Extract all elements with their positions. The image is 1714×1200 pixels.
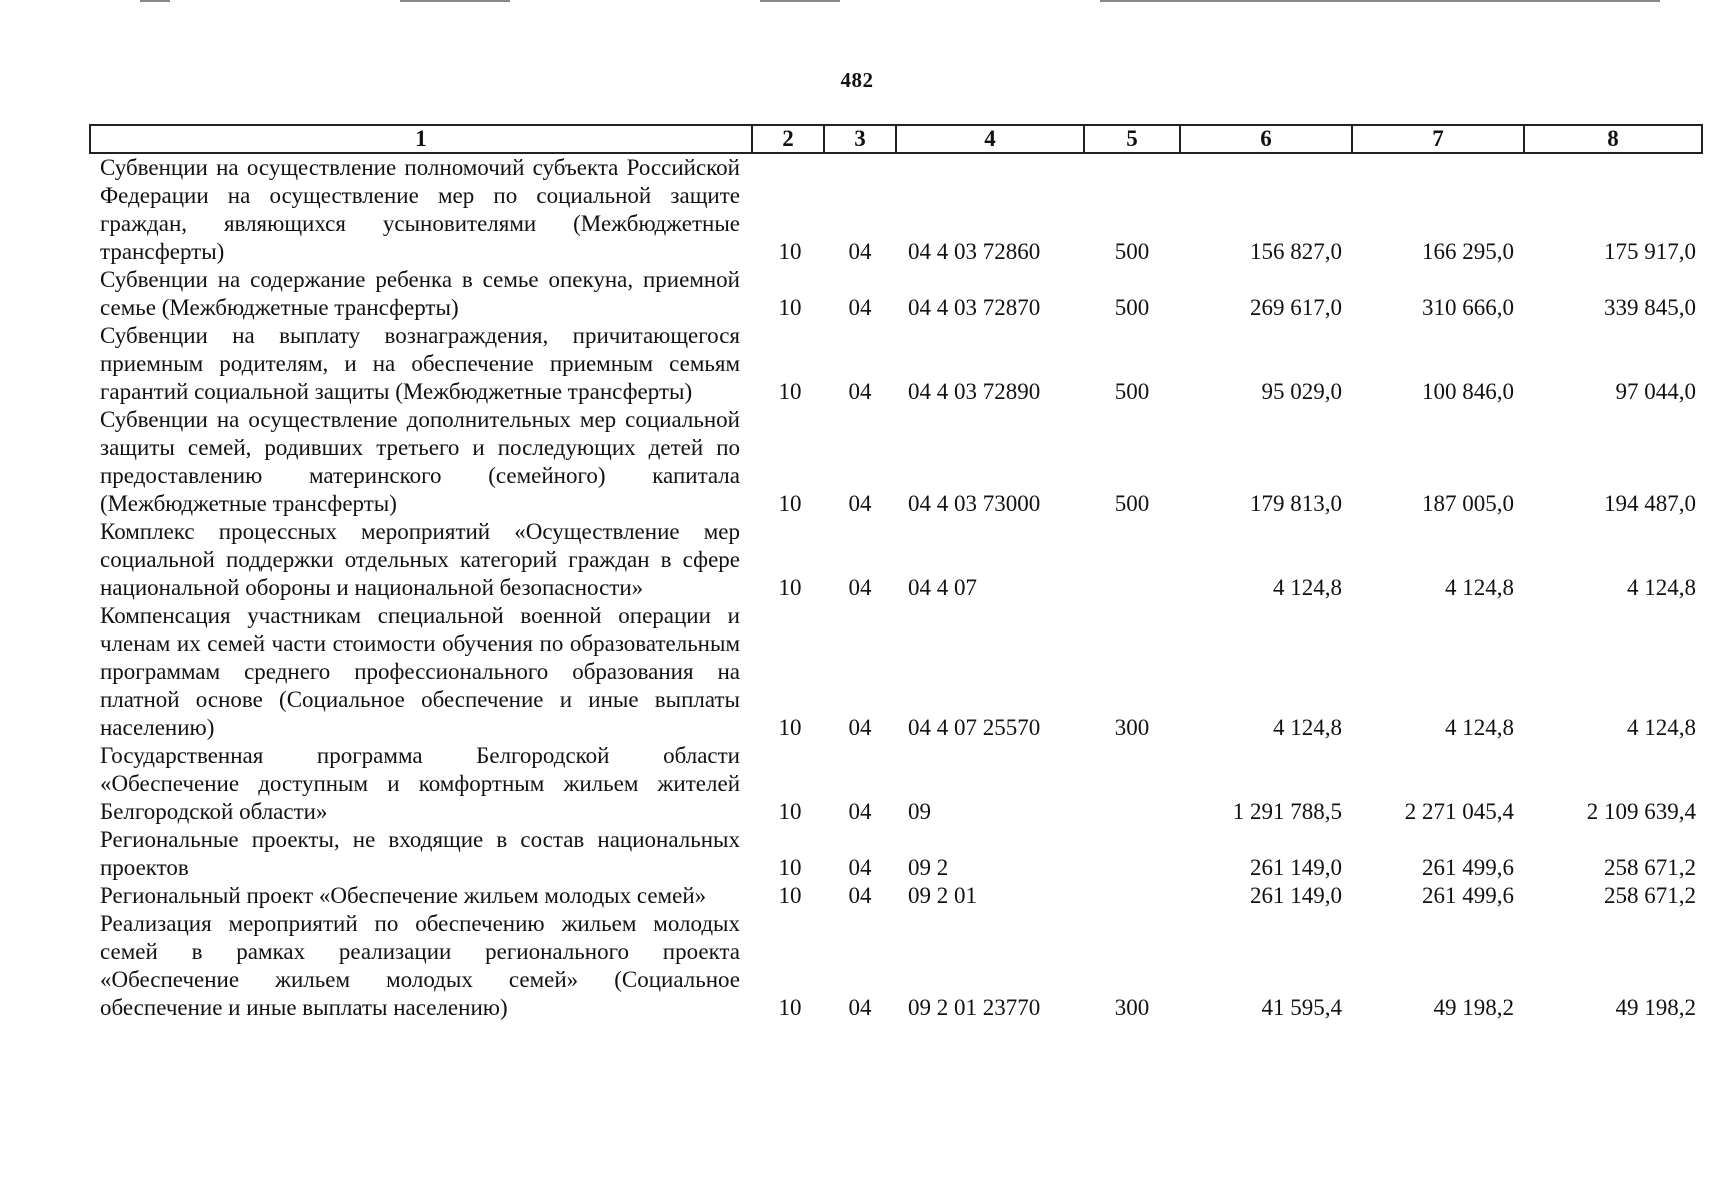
row-subsection: 04 — [848, 715, 872, 740]
header-col-1: 1 — [90, 125, 752, 153]
table-row — [90, 910, 1702, 1022]
row-amount-col7: 100 846,0 — [1422, 379, 1514, 404]
row-amount-col7: 4 124,8 — [1445, 575, 1514, 600]
row-target-code: 04 4 03 72860 — [908, 239, 1041, 264]
row-name: Комплекс процессных мероприятий «Осуществление мер социальной поддержки отдельных категорий граждан в сфере национальной обороны и национальной безопасности» — [100, 519, 740, 600]
row-name: Реализация мероприятий по обеспечению жильем молодых семей в рамках реализации регионального проекта «Обеспечение жильем молодых семей» (Социальное обеспечение и иные выплаты населению) — [100, 911, 740, 1020]
row-section: 10 — [778, 715, 802, 740]
row-amount-col8: 258 671,2 — [1604, 883, 1696, 908]
row-subsection: 04 — [848, 799, 872, 824]
row-subsection: 04 — [848, 883, 872, 908]
row-name: Субвенции на осуществление полномочий субъекта Российской Федерации на осуществление мер по социальной защите граждан, являющихся усыновителями (Межбюджетные трансферты) — [100, 155, 740, 264]
row-amount-col7: 49 198,2 — [1433, 995, 1514, 1020]
row-section: 10 — [778, 855, 802, 880]
row-amount-col6: 95 029,0 — [1261, 379, 1342, 404]
page-number: 482 — [840, 68, 874, 92]
row-subsection: 04 — [848, 239, 872, 264]
row-amount-col6: 156 827,0 — [1250, 239, 1342, 264]
row-amount-col7: 261 499,6 — [1422, 883, 1514, 908]
row-name: Региональные проекты, не входящие в состав национальных проектов — [100, 827, 740, 880]
row-section: 10 — [778, 995, 802, 1020]
table-row — [90, 518, 1702, 602]
row-amount-col6: 261 149,0 — [1250, 855, 1342, 880]
row-amount-col8: 194 487,0 — [1604, 491, 1696, 516]
row-target-code: 04 4 03 72870 — [908, 295, 1041, 320]
header-col-4: 4 — [896, 125, 1084, 153]
header-col-2: 2 — [752, 125, 824, 153]
header-col-8: 8 — [1524, 125, 1702, 153]
row-name: Компенсация участникам специальной военной операции и членам их семей части стоимости обучения по образовательным программам среднего профессионального образования на платной основе (Социальное обеспечение и иные выплаты населению) — [100, 603, 740, 740]
row-name: Субвенции на содержание ребенка в семье опекуна, приемной семье (Межбюджетные трансферты) — [100, 267, 740, 320]
row-amount-col7: 166 295,0 — [1422, 239, 1514, 264]
table-row — [90, 322, 1702, 406]
table-row — [90, 266, 1702, 322]
row-section: 10 — [778, 799, 802, 824]
row-amount-col8: 49 198,2 — [1615, 995, 1696, 1020]
row-subsection: 04 — [848, 855, 872, 880]
row-section: 10 — [778, 239, 802, 264]
header-col-5: 5 — [1084, 125, 1180, 153]
row-expense-type — [1084, 826, 1180, 882]
table-row — [90, 826, 1702, 882]
row-target-code: 09 2 — [908, 855, 949, 880]
row-amount-col6: 269 617,0 — [1250, 295, 1342, 320]
row-amount-col8: 339 845,0 — [1604, 295, 1696, 320]
row-expense-type — [1084, 518, 1180, 602]
row-target-code: 04 4 07 — [908, 575, 977, 600]
row-amount-col8: 175 917,0 — [1604, 239, 1696, 264]
table-row — [90, 742, 1702, 826]
row-amount-col8: 4 124,8 — [1627, 715, 1696, 740]
row-amount-col7: 2 271 045,4 — [1404, 799, 1514, 824]
row-name: Субвенции на осуществление дополнительных мер социальной защиты семей, родивших третьего и последующих детей по предоставлению материнского (семейного) капитала (Межбюджетные трансферты) — [100, 407, 740, 516]
row-subsection: 04 — [848, 575, 872, 600]
row-expense-type: 300 — [1114, 715, 1150, 740]
row-target-code: 09 2 01 — [908, 883, 977, 908]
row-amount-col7: 187 005,0 — [1422, 491, 1514, 516]
row-section: 10 — [778, 883, 802, 908]
row-subsection: 04 — [848, 379, 872, 404]
row-expense-type — [1084, 882, 1180, 910]
row-amount-col6: 4 124,8 — [1273, 575, 1342, 600]
row-expense-type: 500 — [1114, 295, 1150, 320]
row-name: Региональный проект «Обеспечение жильем молодых семей» — [100, 883, 707, 908]
row-subsection: 04 — [848, 491, 872, 516]
row-amount-col6: 4 124,8 — [1273, 715, 1342, 740]
row-amount-col8: 2 109 639,4 — [1586, 799, 1696, 824]
row-target-code: 09 2 01 23770 — [908, 995, 1041, 1020]
row-section: 10 — [778, 295, 802, 320]
table-header-row — [90, 125, 1702, 153]
row-amount-col7: 310 666,0 — [1422, 295, 1514, 320]
row-subsection: 04 — [848, 295, 872, 320]
row-section: 10 — [778, 575, 802, 600]
row-section: 10 — [778, 491, 802, 516]
row-name: Государственная программа Белгородской области «Обеспечение доступным и комфортным жильем жителей Белгородской области» — [100, 743, 740, 824]
header-col-7: 7 — [1352, 125, 1524, 153]
row-amount-col8: 4 124,8 — [1627, 575, 1696, 600]
row-amount-col8: 97 044,0 — [1615, 379, 1696, 404]
row-amount-col6: 1 291 788,5 — [1232, 799, 1342, 824]
row-subsection: 04 — [848, 995, 872, 1020]
row-expense-type: 500 — [1114, 491, 1150, 516]
table-row — [90, 882, 1702, 910]
scan-top-edge — [0, 0, 1714, 4]
row-name: Субвенции на выплату вознаграждения, причитающегося приемным родителям, и на обеспечение приемным семьям гарантий социальной защиты (Межбюджетные трансферты) — [100, 323, 740, 404]
row-amount-col7: 4 124,8 — [1445, 715, 1514, 740]
row-expense-type: 300 — [1114, 995, 1150, 1020]
row-target-code: 09 — [908, 799, 931, 824]
row-target-code: 04 4 03 73000 — [908, 491, 1041, 516]
row-expense-type: 500 — [1114, 379, 1150, 404]
header-col-3: 3 — [824, 125, 896, 153]
row-section: 10 — [778, 379, 802, 404]
table-row — [90, 153, 1702, 266]
row-amount-col7: 261 499,6 — [1422, 855, 1514, 880]
row-amount-col6: 261 149,0 — [1250, 883, 1342, 908]
table-row — [90, 406, 1702, 518]
row-amount-col8: 258 671,2 — [1604, 855, 1696, 880]
budget-table — [89, 124, 1703, 1022]
row-expense-type: 500 — [1114, 239, 1150, 264]
row-amount-col6: 179 813,0 — [1250, 491, 1342, 516]
row-target-code: 04 4 03 72890 — [908, 379, 1041, 404]
header-col-6: 6 — [1180, 125, 1352, 153]
row-target-code: 04 4 07 25570 — [908, 715, 1041, 740]
row-expense-type — [1084, 742, 1180, 826]
table-row — [90, 602, 1702, 742]
row-amount-col6: 41 595,4 — [1261, 995, 1342, 1020]
